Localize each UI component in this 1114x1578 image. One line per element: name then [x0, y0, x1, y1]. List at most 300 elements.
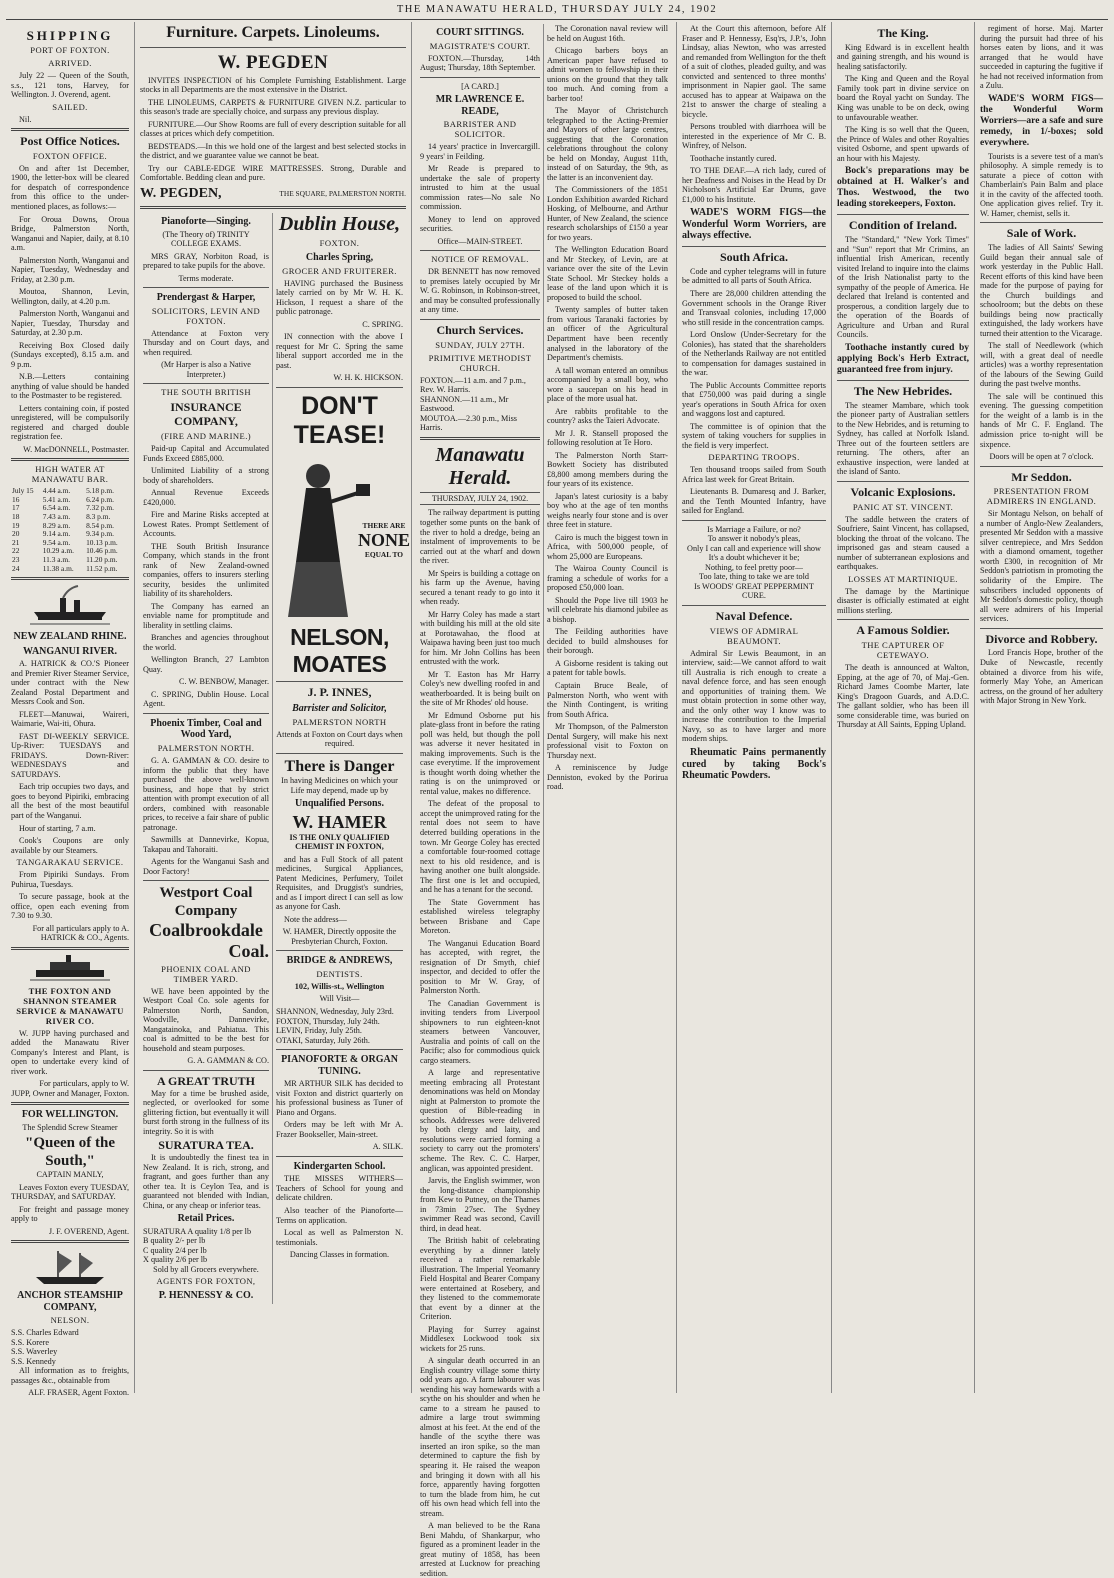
king-paragraph: The King is so well that the Queen, the Prince of Wales and other Royalties visited Osborne, and spent upwards of an hour with his Majesty.: [837, 125, 969, 163]
retail-prices-title: Retail Prices.: [177, 1213, 235, 1225]
dentist-address: 102, Willis-st., Wellington: [294, 981, 385, 991]
pegden-address: THE SQUARE, PALMERSTON NORTH.: [279, 188, 406, 198]
marter-continued: regiment of horse. Maj. Marter during the pursuit had three of his horses eaten by lions, and it was arranged that he would have succeeded in capturing the fugitive if he had not received information from a Zulu.: [980, 24, 1103, 91]
dentists-label: DENTISTS.: [316, 969, 363, 979]
south-british-label: THE SOUTH BRITISH: [161, 387, 251, 398]
sailing-ship-icon: [30, 1247, 110, 1287]
hamer-name: W. HAMER: [292, 811, 387, 832]
news-paragraph: The railway department is putting together some punts on the bank of the river to hold a dredge, being an instalment of improvements to be carried out at the wharf and down the river.: [420, 508, 540, 566]
nelson-label: NELSON.: [50, 1315, 90, 1326]
tide-cell: 8.54 p.m.: [86, 520, 115, 530]
postmaster: W. MacDONNELL, Postmaster.: [23, 444, 129, 454]
tangarakau-title: TANGARAKAU SERVICE.: [16, 857, 124, 868]
piano-singing-title: Pianoforte—Singing.: [161, 215, 251, 227]
wellington-title: FOR WELLINGTON.: [21, 1109, 119, 1121]
sale-of-work: [980, 243, 1103, 449]
departing-text: Ten thousand troops sailed from South Africa last week for Great Britain.: [682, 465, 826, 484]
tide-cell: 6.24 p.m.: [86, 494, 115, 504]
charles-spring: Charles Spring,: [305, 252, 374, 264]
sawmills-text: Sawmills at Dannevirke, Kopua, Takapau and Tahoraiti.: [143, 835, 269, 854]
tide-cell: 6.54 a.m.: [42, 503, 71, 513]
presentation-title: PRESENTATION FROM ADMIRERS IN ENGLAND.: [986, 486, 1097, 507]
pegden-name: W. PEGDEN: [217, 51, 329, 73]
dublin-place: FOXTON.: [319, 238, 360, 249]
hamer-text: IS THE ONLY QUALIFIED CHEMIST IN FOXTON,: [289, 832, 390, 852]
martinique-title: LOSSES AT MARTINIQUE.: [848, 573, 958, 584]
poem-line: Too late, thing to take we are told: [699, 572, 809, 582]
equal-label: EQUAL TO: [364, 550, 404, 560]
post-office-title: Post Office Notices.: [20, 134, 120, 149]
dublin-house-title: Dublin House,: [278, 212, 401, 235]
reade-text: 14 years' practice in Invercargill. 9 years' in Feilding.: [420, 142, 540, 161]
tide-cell: 9.14 a.m.: [42, 529, 71, 539]
news-paragraph: The defeat of the proposal to accept the unimproved rating for the rental does not seem to have deterred building operations in the town. Mr George Coley has erected a comfortable four-roomed cottage next to his old residence, and is having another one built alongside. The first one is let and occupied, and he has a tenant for the second.: [420, 799, 540, 895]
news-paragraph: A man believed to be the Rana Beni Mahdu, of Shankarpur, who figured as a prominent leader in the great mutiny of 1858, has been arrested at Lucknow for preaching sedition.: [420, 1521, 540, 1578]
port-label: PORT OF FOXTON.: [30, 45, 110, 56]
toothache-advert: Toothache instantly cured by applying Bock's Herb Extract, guaranteed free from injury.: [837, 342, 969, 375]
tide-row: [11, 504, 129, 513]
soldier-text: The death is announced at Walton, Epping, at the age of 70, of Maj.-Gen. Richard James Coombe Marter, late King's Dragoon Guards, and A.D.C. The gallant soldier, who has been ill some considerable time, was buried on Thursday at All Saints, Epping Upland.: [837, 663, 969, 730]
queen-sub: The Splendid Screw Steamer: [22, 1122, 118, 1132]
south-africa-paragraph: The committee is of opinion that the system of taking vouchers for supplies in the field is very imperfect.: [682, 421, 826, 450]
post-notice-paragraph: Moutoa, Shannon, Levin, Wellington, daily, at 4.20 p.m.: [11, 287, 129, 306]
hickson-sig: W. H. K. HICKSON.: [333, 373, 403, 383]
poem-line: It's a doubt whichever it be;: [708, 553, 800, 563]
queen-schedule: Leaves Foxton every TUESDAY, THURSDAY, and SATURDAY.: [11, 1182, 129, 1202]
barrister-label: Barrister and Solicitor,: [292, 703, 387, 715]
king-title: The King.: [877, 26, 929, 40]
arrival-text: July 22 — Queen of the South, s.s., 121 tons, Harvey, for Wellington. J. Overend, agent.: [11, 71, 129, 100]
removal-title: NOTICE OF REMOVAL.: [431, 254, 529, 265]
dateline: THURSDAY, JULY 24, 1902.: [420, 492, 540, 505]
doors-text: Doors will be open at 7 o'clock.: [989, 452, 1094, 462]
news-paragraph: A tall woman entered an omnibus accompanied by a small boy, who wore a saucepan on his head in place of the more usual hat.: [547, 365, 668, 404]
bennett-text: DR BENNETT has now removed to premises lately occupied by Mr W. G. Robinson, in Robinson-street, and may be consulted professionally at any time.: [420, 267, 540, 315]
fire-marine-label: (FIRE AND MARINE.): [160, 431, 252, 442]
theory-text: (The Theory of) TRINITY COLLEGE EXAMS.: [162, 229, 250, 249]
danger-heading: There is Danger: [284, 757, 395, 775]
prendergast-title: Prendergast & Harper,: [156, 292, 256, 304]
innes-name: J. P. INNES,: [307, 685, 372, 700]
services-list: [420, 376, 540, 433]
tide-cell: 4.44 a.m.: [42, 486, 71, 496]
news-paragraph: A Gisborne resident is taking out a patent for table bowls.: [547, 658, 668, 678]
post-notice-paragraph: Palmerston North, Wanganui and Napier, Tuesday, Wednesday and Friday, at 2.30 p.m.: [11, 255, 129, 284]
hamer-advert: [276, 855, 403, 925]
tide-cell: July 15: [12, 486, 34, 496]
pegden-advert: [140, 76, 406, 183]
local-news-left: [420, 508, 540, 1578]
tide-cell: 24: [12, 563, 20, 573]
ship-name: S.S. Charles Edward: [11, 1328, 79, 1338]
king-news: [837, 43, 969, 163]
silk-sig: A. SILK.: [372, 1142, 403, 1152]
methodist-label: PRIMITIVE METHODIST CHURCH.: [428, 352, 532, 373]
south-africa-paragraph: Lord Onslow (Under-Secretary for the Colonies), has stated that the shareholders of the Netherlands Railway are not entitled to compensation for damages sustained in the war.: [682, 330, 826, 378]
cable-news-column: [832, 22, 975, 1393]
hamer-paragraph: and has a Full Stock of all patent medicines, Surgical Appliances, Patent Medicines, Perfumery, Toilet Requisites, and Druggist's sundries, and as I import direct I can sell as low as anyone for Cash.: [276, 854, 403, 912]
poem-line: To answer it nobody's pleas,: [707, 534, 801, 544]
insurance-paragraph: Branches and agencies throughout the world.: [143, 633, 269, 652]
news-paragraph: Japan's latest curiosity is a baby boy who at the age of ten months weighs nearly four stone and is over three feet in stature.: [547, 491, 668, 530]
news-paragraph: Mr Edmund Osborne put his plate-glass front in before the rating poll was held, but though the poll was adverse it never hesitated in making improvements. Such is the case everytime. If the improvement is thought worth doing whether the rating is on the unimproved or rental value, makes no difference.: [420, 710, 540, 796]
court-news-column: [677, 22, 832, 1393]
service-item: FOXTON.—11 a.m. and 7 p.m., Rev. W. Harris.: [420, 375, 526, 395]
south-africa-paragraph: There are 28,000 children attending the Government schools in the Orange River and Transvaal colonies, including 17,000 who still reside in the concentration camps.: [682, 289, 826, 327]
panic-title: PANIC AT ST. VINCENT.: [852, 501, 954, 512]
divorce-title: Divorce and Robbery.: [985, 631, 1098, 646]
south-africa-news: [682, 267, 826, 450]
tide-cell: 9.34 p.m.: [86, 529, 115, 539]
ship-name: S.S. Waverley: [11, 1347, 58, 1357]
furniture-heading: Furniture. Carpets. Linoleums.: [166, 24, 380, 41]
kindergarten-text: THE MISSES WITHERS—Teachers of School for young and delicate children.: [276, 1174, 403, 1203]
piano-tuning-title: PIANOFORTE & ORGAN TUNING.: [281, 1054, 398, 1077]
reade-office: Office—MAIN-STREET.: [437, 236, 523, 246]
tide-cell: 7.43 a.m.: [42, 512, 71, 522]
tide-title: HIGH WATER AT MANAWATU BAR.: [31, 464, 109, 485]
queen-name: "Queen of the South,": [25, 1135, 115, 1169]
news-paragraph: Mr Speirs is building a cottage on his farm up the Avenue, having secured a tenant ready to go into it when ready.: [420, 568, 540, 607]
court-news: [682, 24, 826, 204]
seddon-title: Mr Seddon.: [1011, 469, 1072, 484]
silk-text: MR ARTHUR SILK has decided to visit Foxton and district quarterly on his professional business as Tuner of Piano and Organs.: [276, 1079, 403, 1117]
innes-address: PALMERSTON NORTH: [292, 716, 387, 727]
freight-text: For freight and passage money apply to: [11, 1204, 129, 1224]
news-paragraph: A large and representative meeting embracing all Protestant denominations was held on Monday night at Palmerston to promote the question of Bible-reading in schools. Addresses were delivered by both clergy and laity, and resolutions were carried forming a society to carry out the promoters' scheme. The Rev. C. C. Harper, anglican, was appointed president.: [420, 1068, 540, 1173]
wanganui-title: WANGANUI RIVER.: [23, 645, 117, 657]
hatrick-paragraph: Each trip occupies two days, and goes to beyond Pipiriki, embracing all the best of the most beautiful part of the Wanganui.: [11, 782, 129, 820]
truth-text: May for a time be brushed aside, neglected, or overlooked for some glittering fiction, but eventually it will burst forth strong in the fullness of its integrity. So it is with: [143, 1088, 269, 1136]
tide-cell: 11.38 a.m.: [42, 563, 74, 573]
visit-item: OTAKI, Saturday, July 26th.: [276, 1035, 370, 1045]
arrived-label: ARRIVED.: [48, 58, 92, 69]
news-paragraph: Playing for Surrey against Middlesex Lockwood took six wickets for 25 runs.: [420, 1324, 540, 1353]
poem-line: Nothing, to feel pretty poor—: [704, 562, 803, 572]
prendergast-text: Attendance at Foxton very Thursday and on Court days, and when required.: [143, 328, 269, 357]
riverboat-icon: [30, 954, 110, 984]
post-office-notices: [11, 164, 129, 442]
poem-line: Is Marriage a Failure, or no?: [707, 524, 801, 534]
tide-cell: 10.13 p.m.: [86, 537, 118, 547]
beaumont-title: VIEWS OF ADMIRAL BEAUMONT.: [709, 625, 799, 646]
news-column: [412, 22, 677, 1578]
bridge-andrews: BRIDGE & ANDREWS,: [286, 955, 393, 967]
local-news-right: [547, 24, 668, 792]
tide-cell: 8.29 a.m.: [42, 520, 71, 530]
jupp-sig: For particulars, apply to W. JUPP, Owner and Manager, Foxton.: [11, 1079, 129, 1098]
sale-paragraph: The sale will be continued this evening. The guessing competition for the weight of a lamb is in the hands of Mr C. F. England. The admission price to-night will be sixpence.: [980, 391, 1103, 449]
martinique-text: The damage by the Martinique disaster is officially estimated at eight millions sterling.: [837, 586, 969, 615]
news-paragraph: The Canadian Government is inviting tenders from Liverpool shipowners to run eighteen-knot steamers between Vancouver, Australia and points of call on the Pacific; also for commodious quick cargo steamers.: [420, 998, 540, 1065]
hebrides-text: The steamer Mambare, which took the pioneer party of Australian settlers to the New Hebrides, and is returning to Sydney, has called at Norfolk Island. Three out of the fourteen settlers are returning. The others, after an exhaustive inspection, were landed at the island of Santo.: [837, 400, 969, 477]
sailed-label: SAILED.: [52, 101, 88, 112]
news-paragraph: The Wairoa County Council is framing a schedule of works for a proposed £50,000 loan.: [547, 564, 668, 593]
insurance-paragraph: Unlimited Liability of a strong body of shareholders.: [143, 466, 269, 485]
tide-cell: 7.32 p.m.: [86, 503, 115, 513]
hebrides-title: The New Hebrides.: [853, 383, 953, 398]
news-paragraph: TO THE DEAF.—A rich lady, cured of her Deafness and Noises in the Head by Dr Nicholson's Artificial Ear Drums, gave £1,000 to his Institute.: [682, 166, 826, 204]
post-notice-paragraph: On and after 1st December, 1900, the letter-box will be cleared for despatch of correspondence from this office to the under-mentioned places, as follows:—: [11, 163, 129, 211]
pegden-paragraph: INVITES INSPECTION of his Complete Furnishing Establishment. Large stocks in all Departments are the most extensive in the District.: [140, 75, 406, 95]
post-office-sub: FOXTON OFFICE.: [32, 150, 108, 161]
news-paragraph: Chicago barbers boys an American paper have refused to admit women to fellowship in their unions on the ground that they talk too much. And coming from a barber too!: [547, 46, 668, 103]
jupp-text: W. JUPP having purchased and added the Manawatu River Company's Interest and Plant, is open to undertake every kind of river work.: [11, 1028, 129, 1076]
dancing-text: Dancing Classes in formation.: [289, 1250, 390, 1260]
post-notice-paragraph: For Oroua Downs, Oroua Bridge, Palmerston North, Wanganui and Napier, daily, at 8.10 a.m.: [11, 214, 129, 253]
tide-table: [11, 487, 129, 573]
grocers-text: Sold by all Grocers everywhere.: [153, 1264, 259, 1274]
shipping-column: [6, 22, 135, 1398]
harper-note: (Mr Harper is also a Native Interpreter.): [161, 360, 251, 379]
departing-title: DEPARTING TROOPS.: [708, 452, 800, 463]
will-visit: Will Visit—: [319, 994, 360, 1004]
overend-sig: J. F. OVEREND, Agent.: [48, 1226, 129, 1236]
hennessy-name: P. HENNESSY & CO.: [158, 1290, 254, 1302]
dont-tease-heading: DON'T TEASE!: [293, 391, 386, 449]
news-paragraph: The Wanganui Education Board has accepted, with regret, the resignation of Dr Smyth, chief inspector, and decided to offer the position to Mr W. Gray, of Palmerston North.: [420, 938, 540, 996]
phoenix-address: PALMERSTON NORTH.: [157, 743, 255, 754]
coalbrookdale-title: Coalbrookdale: [149, 920, 263, 941]
news-paragraph: The Feilding authorities have decided to build almshouses for their borough.: [547, 627, 668, 656]
news-paragraph: Toothache instantly cured.: [690, 153, 777, 163]
danger-text: In having Medicines on which your Life may depend, made up by: [281, 776, 398, 795]
poem-line: Is WOODS' GREAT PEPPERMINT CURE.: [694, 581, 814, 601]
soldier-title: A Famous Soldier.: [856, 623, 950, 638]
nelson-moates-heading: NELSON, MOATES: [290, 623, 389, 677]
general-news-column: [975, 22, 1108, 1393]
news-paragraph: Persons troubled with diarrhoea will be interested in the experience of Mr C. B. Winfrey, of Nelson.: [682, 122, 826, 151]
hatrick-paragraph: Cook's Coupons are only available by our Steamers.: [11, 836, 129, 855]
post-notice-paragraph: Receiving Box Closed daily (Sundays excepted), 8.15 a.m. and 9 p.m.: [11, 340, 129, 369]
spring-sig: C. SPRING.: [362, 319, 403, 329]
insurance-paragraph: Paid-up Capital and Accumulated Funds Exceed £885,000.: [143, 444, 269, 463]
tangarakau-text: From Pipiriki Sundays. From Puhirua, Tuesdays.: [11, 870, 129, 889]
reade-money: Money to lend on approved securities.: [420, 214, 540, 234]
news-paragraph: Twenty samples of butter taken from various Taranaki factories by an officer of the Agricultural Department have been recently analysed in the laboratory of the Department's chemists.: [547, 305, 668, 363]
news-paragraph: A reminiscence by Judge Denniston, evoked by the Porirua road.: [547, 763, 668, 792]
card-label: [A CARD.]: [461, 81, 499, 91]
tide-cell: 19: [12, 520, 20, 530]
court-text: FOXTON.—Thursday, 14th August; Thursday, 18th September.: [420, 53, 540, 73]
news-paragraph: The British habit of celebrating everything by a dinner lately received a rather remarkable illustration. The Imperial Yeomanry Field Hospital and Bearer Company were entertained at Rosebery, and they listened to the commemorate that event by a dinner at the Criterion.: [420, 1236, 540, 1322]
court-title: COURT SITTINGS.: [436, 27, 524, 38]
divorce-text: Lord Francis Hope, brother of the Duke of Newcastle, recently obtained a divorce from his wife, formerly May Yohe, an American actress, on the ground of her adultery with Major Strong in New York.: [980, 648, 1103, 706]
rheumatic-advert: Rheumatic Pains permanently cured by taking Bock's Rheumatic Powders.: [682, 746, 826, 782]
sale-paragraph: The ladies of All Saints' Sewing Guild began their annual sale of work yesterday in the Public Hall. Recent efforts of this kind have been made for the purpose of paying for the Church buildings and schoolroom; but the debts on these buildings being now practically extinguished, the lady workers have turned their attention to the Vicarage.: [980, 243, 1103, 338]
grocer-label: GROCER AND FRUITERER.: [282, 265, 397, 276]
ship-name: S.S. Korere: [11, 1337, 49, 1347]
news-paragraph: A singular death occurred in an English country village some thirty odd years ago. A farm labourer was wending his way homewards with a scythe on his shoulder and when he came to a stream he paused to admire a large trout swimming almost at his feet. At the end of the handle of the scythe there was inserted an iron spike, so the man determined to capture the fish by spearing it. He raised the weapon and bringing it down with all his force, apparently having forgotten to turn the blade from him, he cut off his own head which fell into the stream.: [420, 1356, 540, 1518]
news-paragraph: Mr T. Easton has Mr Harry Coley's new dwelling roofed in and weatherboarded. It is being built on the site of Mr Rhodes' old house.: [420, 669, 540, 708]
gamman-text: G. A. GAMMAN & CO. desire to inform the public that they have purchased the above well-known business, and hope that by strict attention with prompt execution of all orders, combined with reasonable prices, to receive a fair share of public patronage.: [143, 756, 269, 832]
nil-text: Nil.: [19, 114, 32, 124]
tide-cell: 23: [12, 554, 20, 564]
hatrick-paragraph: A. HATRICK & CO.'S Pioneer and Premier River Steamer Service, under contract with the New Zealand Postal Department and Messrs Cook and Son.: [11, 659, 129, 707]
visit-item: SHANNON, Wednesday, July 23rd.: [276, 1007, 394, 1016]
price-item: X quality 2/6 per lb: [143, 1255, 208, 1265]
advertisements-column: [135, 22, 412, 1393]
hickson-text: IN connection with the above I request for Mr C. Spring the same liberal support accorded me in the past.: [276, 332, 403, 370]
tide-row: [11, 565, 129, 574]
service-item: MOUTOA.—2.30 p.m., Miss Harris.: [420, 413, 517, 433]
spring-agent: C. SPRING, Dublin House. Local Agent.: [143, 689, 269, 709]
capturer-title: THE CAPTURER OF CETEWAYO.: [861, 640, 945, 661]
seddon-text: Sir Montagu Nelson, on behalf of a number of Anglo-New Zealanders, presented Mr Seddon with a massive silver centrepiece, and Mrs Seddon with a diamond ornament, together worth £300, in recognition of Mr Seddon's patriotism in promoting the solidarity of the Empire. The subscribers included opponents of Mr Seddon's domestic policy, though all were admirers of his Imperial services.: [980, 509, 1103, 624]
benbow-sig: C. W. BENBOW, Manager.: [179, 677, 269, 687]
dumaresq-text: Lieutenants B. Dumaresq and J. Barker, and the Tenth Mounted Infantry, have sailed for England.: [682, 487, 826, 516]
wellington-branch: Wellington Branch, 27 Lambton Quay.: [143, 655, 269, 674]
king-paragraph: King Edward is in excellent health and gaining strength, and his wound is healing satisfactorily.: [837, 42, 969, 71]
south-africa-paragraph: The Public Accounts Committee reports that £750,000 was paid during a single year's operations in South Africa for oxen and waggons lost and captured.: [682, 380, 826, 419]
tide-cell: 5.18 p.m.: [86, 486, 115, 496]
news-paragraph: Mr J. R. Stansell proposed the following resolution at Te Horo.: [547, 428, 668, 448]
pain-balm-text: Tourists is a severe test of a man's philosophy. A simple remedy is to saturate a piece of cotton with Chamberlain's Pain Balm and place it in the cavity of the affected tooth. One application gives relief. Try it. W. Hamer, chemist, sells it.: [980, 151, 1103, 218]
poem-line: Only I can call and experience will show: [687, 543, 821, 553]
kindergarten-text-2: Also teacher of the Pianoforte—Terms on application.: [276, 1206, 403, 1225]
bock-advert: Bock's preparations may be obtained at H. Walker's and Thos. Westwood, the two leading storekeepers, Foxton.: [837, 166, 969, 210]
steamer-icon: [30, 584, 110, 628]
unqualified-label: Unqualified Persons.: [295, 798, 384, 810]
post-notice-paragraph: Letters containing coin, if posted unregistered, will be compulsorily registered and charged double registration fee.: [11, 403, 129, 442]
tide-cell: 9.54 a.m.: [42, 537, 71, 547]
agents-wanganui: Agents for the Wanganui Sash and Door Factory!: [143, 857, 269, 876]
solicitors-label: SOLICITORS, LEVIN AND FOXTON.: [151, 305, 261, 326]
news-paragraph: The Coronation naval review will be held on August 16th.: [547, 24, 668, 43]
hatrick-paragraph: Hour of starting, 7 a.m.: [19, 823, 96, 833]
suratura-title: SURATURA TEA.: [158, 1138, 254, 1153]
hatrick-sig: For all particulars apply to A. HATRICK & CO., Agents.: [32, 923, 129, 943]
tide-cell: 5.41 a.m.: [42, 494, 71, 504]
price-item: C quality 2/4 per lb: [143, 1245, 207, 1255]
terms-text: Terms moderate.: [178, 273, 234, 283]
visit-item: LEVIN, Friday, July 25th.: [276, 1026, 362, 1036]
suratura-text: It is undoubtedly the finest tea in New Zealand. It is rich, strong, and fragrant, and goes further than any other tea. It is Ceylon Tea, and is guaranteed not blended with Indian, China, or any cheap or inferior teas.: [143, 1153, 269, 1210]
innes-text: Attends at Foxton on Court days when required.: [276, 729, 403, 749]
news-paragraph: The Palmerston North Starr-Bowkett Society has distributed £8,800 among members during the four years of its existence.: [547, 450, 668, 489]
visit-list: [276, 1007, 403, 1045]
insurance-advert: [143, 444, 269, 652]
sale-paragraph: The stall of Needlework (which will, with a great deal of needle articles) was a worthy representation of the labours of the Sewing Guild during the past twelve months.: [980, 341, 1103, 389]
insurance-paragraph: THE South British Insurance Company, which stands in the front rank of New Zealand-owned companies, offers to insurers sterling security, besides the unlimited liability of its shareholders.: [143, 541, 269, 599]
truth-title: A GREAT TRUTH: [156, 1073, 256, 1088]
news-paragraph: The Wellington Education Board and Mr Steckey, of Levin, are at variance over the site of the Levin State School. Mr Steckey holds a lease of the land upon which it is proposed to build the school.: [547, 245, 668, 302]
news-paragraph: Cairo is much the biggest town in Africa, with 500,000 people, of whom 25,000 are Europeans.: [547, 532, 668, 561]
tide-cell: 11.20 p.m.: [86, 554, 118, 564]
wades-advert-2: WADE'S WORM FIGS—the Wonderful Worm Worriers—are a safe and sure remedy, in 1/-boxes; sold everywhere.: [980, 93, 1103, 148]
pegden-paragraph: FURNITURE.—Our Show Rooms are full of every description suitable for all classes at prices which defy competition.: [140, 119, 406, 139]
rhine-title: NEW ZEALAND RHINE.: [13, 631, 127, 643]
ships-list: [11, 1328, 129, 1366]
booking-text: To secure passage, book at the office, open each evening from 7.30 to 9.30.: [11, 892, 129, 921]
price-item: B quality 2/- per lb: [143, 1236, 206, 1246]
shipping-title: SHIPPING: [26, 28, 114, 43]
tide-cell: 10.46 p.m.: [86, 546, 118, 556]
anchor-title: ANCHOR STEAMSHIP COMPANY,: [17, 1290, 123, 1313]
insurance-company-title: INSURANCE COMPANY,: [170, 400, 242, 429]
court-sub: MAGISTRATE'S COURT.: [429, 40, 531, 51]
tide-cell: 8.3 p.m.: [86, 512, 111, 522]
hamer-paragraph: Note the address—: [284, 914, 347, 924]
wades-advert: WADE'S WORM FIGS—the Wonderful Worm Worriers, are always effective.: [682, 207, 826, 242]
price-list: [143, 1227, 269, 1265]
tide-cell: 20: [12, 529, 20, 539]
pegden-paragraph: THE LINOLEUMS, CARPETS & FURNITURE GIVEN N.Z. particular to this season's trade are specially choice, and surpass any previous display.: [140, 97, 406, 117]
pegden-footer: W. PEGDEN,: [140, 185, 222, 201]
there-are-label: THERE ARE: [362, 520, 406, 530]
ship-name: S.S. Kennedy: [11, 1356, 56, 1366]
news-paragraph: The Commissioners of the 1851 London Exhibition awarded Richard Hosking, of Melbourne, and Arthur Hunter, of New Zealand, the science research scholarships of £150 a year for two years.: [547, 185, 668, 242]
reade-para: Mr Reade is prepared to undertake the sale of property intrusted to him at the usual commission rates—No sale No commission.: [420, 164, 540, 212]
reade-name: MR LAWRENCE E. READE,: [435, 94, 525, 117]
news-paragraph: Mr Harry Coley has made a start with building his mill at the old site at Porotawahao, the flood at Waipawa having been just too much for him. Mr John Collins has been entrusted with the work.: [420, 609, 540, 667]
sale-title: Sale of Work.: [1006, 226, 1077, 241]
king-paragraph: The King and Queen and the Royal Family took part in divine service on board the Royal yacht on Sunday. The King was unable to be on deck, owing to unfavourable weather.: [837, 74, 969, 122]
insurance-paragraph: Annual Revenue Exceeds £420,000.: [143, 488, 269, 507]
coal-title: Coal.: [228, 940, 269, 961]
tide-cell: 22: [12, 546, 20, 556]
phoenix-coal-label: PHOENIX COAL AND TIMBER YARD.: [161, 963, 251, 984]
news-paragraph: Are rabbits profitable to the country? asks the Taieri Advocate.: [547, 406, 668, 426]
masthead: THE MANAWATU HERALD, THURSDAY JULY 24, 1902: [6, 0, 1108, 20]
ireland-text: The "Standard," "New York Times" and "Sun" report that Mr Crimins, an influential Irish American, recently visited Ireland to inquire into the claims of the Irish Nationalist party to the sympathy of the people of America. He declared that Ireland is contented and prosperous, a condition largely due to the operation of the Boards of Agriculture and Urban and Rural Councils.: [837, 235, 969, 340]
news-paragraph: The Mayor of Christchurch telegraphed to the Acting-Premier and Mayors of other large centres, suggesting that the Coronation celebrations throughout the colony be held on Monday, August 11th, instead of on Saturday, the 9th, as the latter is an inconvenient day.: [547, 106, 668, 182]
news-paragraph: The State Government has established wireless telegraphy between Brisbane and Cape Moreton.: [420, 897, 540, 936]
captain: CAPTAIN MANLY,: [36, 1170, 104, 1180]
foxton-steamer-title: THE FOXTON AND SHANNON STEAMER SERVICE & MANAWATU RIVER CO.: [16, 985, 124, 1026]
spring-text: HAVING purchased the Business lately carried on by Mr W. H. K. Hickson, I request a share of the public patronage.: [276, 278, 403, 317]
pegden-paragraph: BEDSTEADS.—In this we hold one of the largest and best selected stocks in the district, and we guarantee value we cannot be beat.: [140, 141, 406, 161]
news-paragraph: Captain Bruce Beale, of Palmerston North, who went with the Ninth Contingent, is writing from South Africa.: [547, 681, 668, 719]
post-notice-paragraph: Palmerston North, Wanganui and Napier, Tuesday, Thursday and Saturday, at 2.30 p.m.: [11, 309, 129, 338]
fraser-sig: ALF. FRASER, Agent Foxton.: [28, 1388, 129, 1398]
visit-item: FOXTON, Thursday, July 24th.: [276, 1016, 380, 1026]
news-paragraph: Should the Pope live till 1903 he will celebrate his diamond jubilee as a bishop.: [547, 595, 668, 624]
south-africa-title: South Africa.: [719, 250, 788, 265]
none-label: NONE: [357, 530, 410, 551]
agents-foxton: AGENTS FOR FOXTON,: [156, 1276, 256, 1287]
pegden-paragraph: Try our CABLE-EDGE WIRE MATTRESSES. Strong, Durable and Comfortable. Bedding clean and pure.: [140, 163, 406, 183]
herald-title: Manawatu Herald.: [435, 443, 525, 490]
tea-advert-illustration: [276, 452, 410, 622]
anchor-text: All information as to freights, passages &c., obtainable from: [11, 1366, 129, 1385]
tide-cell: 16: [12, 494, 20, 504]
insurance-paragraph: Fire and Marine Risks accepted at Lowest Rates. Prompt Settlement of Accounts.: [143, 510, 269, 539]
service-item: SHANNON.—11 a.m., Mr Eastwood.: [420, 394, 509, 414]
peppermint-poem: [682, 525, 826, 601]
volcanic-text: The saddle between the craters of Soufriere, Saint Vincent, has collapsed, blocking the throat of the volcano. The imprisoned gas and steam caused a number of subterranean explosions and earthquakes.: [837, 514, 969, 572]
tide-cell: 10.29 a.m.: [42, 546, 74, 556]
sunday-label: SUNDAY, JULY 27TH.: [435, 339, 525, 350]
news-paragraph: Jarvis, the English swimmer, won the long-distance championship from Kew to Putney, on the Thames in 73min 27sec. The Sydney swimmer Read was second, Cavill third, in dead heat.: [420, 1176, 540, 1233]
westport-title: Westport Coal Company: [159, 885, 253, 919]
kindergarten-text-3: Local as well as Palmerston N. testimonials.: [276, 1228, 403, 1247]
gamman-sig: G. A. GAMMAN & CO.: [187, 1056, 269, 1066]
hatrick-paragraph: FLEET—Manuwai, Waireri, Waimarie, Wai-iti, Ohura.: [11, 709, 129, 729]
naval-title: Naval Defence.: [715, 608, 793, 623]
post-notice-paragraph: N.B.—Letters containing anything of value should be handed to the Postmaster to be registered.: [11, 372, 129, 401]
tide-cell: 11.3 a.m.: [42, 554, 70, 564]
hatrick-notice: [11, 659, 129, 855]
south-africa-paragraph: Code and cypher telegrams will in future be admitted to all parts of South Africa.: [682, 266, 826, 286]
hatrick-paragraph: FAST DI-WEEKLY SERVICE. Up-River: TUESDAYS and FRIDAYS. Down-River: WEDNESDAYS and SATURDAYS.: [11, 731, 129, 779]
tide-cell: 21: [12, 537, 20, 547]
insurance-paragraph: The Company has earned an enviable name for promptitude and liberality in settling claims.: [143, 601, 269, 630]
silk-orders: Orders may be left with Mr A. Frazer Bookseller, Main-street.: [276, 1120, 403, 1139]
reade-title: BARRISTER AND SOLICITOR.: [443, 119, 517, 140]
naval-text: Admiral Sir Lewis Beaumont, in an interview, said:—We cannot afford to wait till Australia is rich enough to create a naval defence force, and has seen enough and opportunities of training them. We must obtain protection in some other way, and the only other way I know was to increase the contribution to the Imperial Navy, so as to have larger and more modern ships.: [682, 648, 826, 744]
hamer-address: W. HAMER, Directly opposite the Presbyterian Church, Foxton.: [282, 927, 397, 946]
